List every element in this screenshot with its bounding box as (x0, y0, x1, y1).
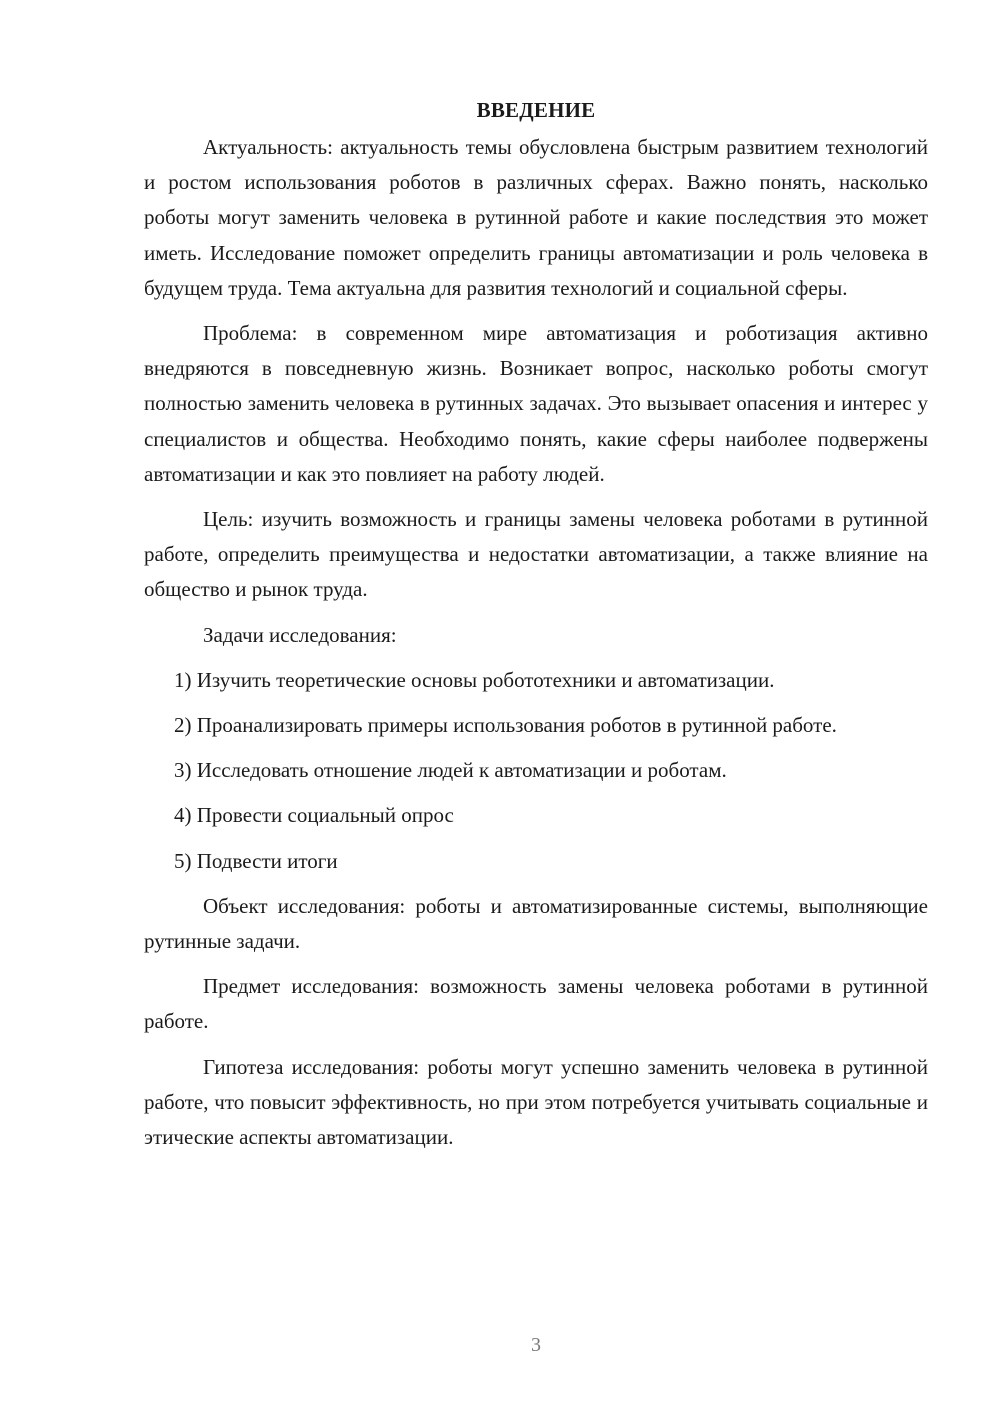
task-item-4: 4) Провести социальный опрос (174, 803, 454, 828)
task-item-2: 2) Проанализировать примеры использования роботов в рутинной работе. (174, 713, 837, 738)
task-item-3: 3) Исследовать отношение людей к автоматизации и роботам. (174, 758, 727, 783)
task-item-5: 5) Подвести итоги (174, 848, 338, 873)
goal-paragraph: Цель: изучить возможность и границы замены человека роботами в рутинной работе, определить преимущества и недостатки автоматизации, а также влияние на общество и рынок труда. (144, 507, 928, 602)
problem-paragraph: Проблема: в современном мире автоматизация и роботизация активно внедряются в повседневную жизнь. Возникает вопрос, насколько роботы смогут полностью заменить человека в рутинных задачах. Это вызывает опасения и интерес у специалистов и общества. Необходимо понять, какие сферы наиболее подвержены автоматизации и как это повлияет на работу людей. (144, 321, 928, 486)
object-paragraph: Объект исследования: роботы и автоматизированные системы, выполняющие рутинные задачи. (144, 893, 928, 954)
hypothesis-paragraph: Гипотеза исследования: роботы могут успешно заменить человека в рутинной работе, что повысит эффективность, но при этом потребуется учитывать социальные и этические аспекты автоматизации. (144, 1054, 928, 1150)
page-number: 3 (531, 1334, 541, 1356)
relevance-paragraph: Актуальность: актуальность темы обусловлена быстрым развитием технологий и ростом использования роботов в различных сферах. Важно понять, насколько роботы могут заменить человека в рутинной работе и какие последствия это может иметь. Исследование поможет определить границы автоматизации и роль человека в будущем труда. Тема актуальна для развития технологий и социальной сферы. (144, 135, 928, 300)
subject-paragraph: Предмет исследования: возможность замены человека роботами в рутинной работе. (144, 974, 928, 1034)
tasks-heading: Задачи исследования: (203, 622, 397, 647)
section-title: ВВЕДЕНИЕ (476, 98, 596, 122)
document-page (144, 92, 928, 1165)
task-item-1: 1) Изучить теоретические основы робототехники и автоматизации. (174, 667, 775, 692)
